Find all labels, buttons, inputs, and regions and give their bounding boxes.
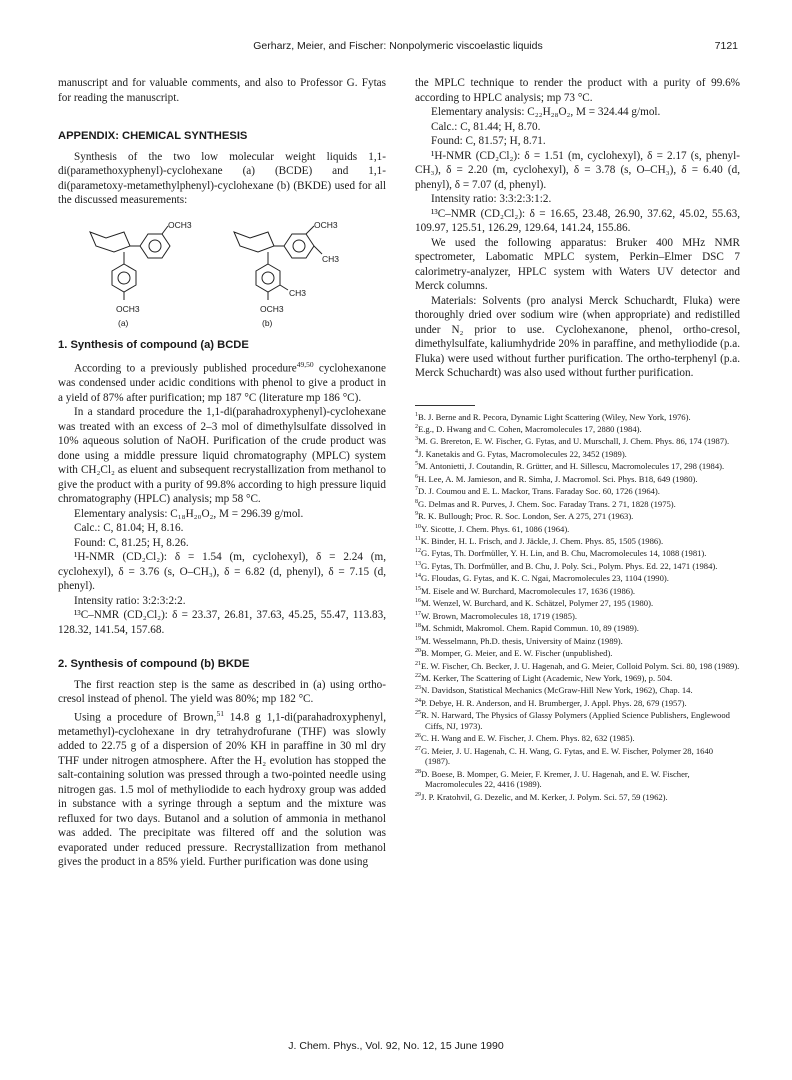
reference-item <box>415 790 740 802</box>
reference-number: 26 <box>415 733 421 740</box>
reference-text: M. Kerker, The Scattering of Light (Academic, New York, 1969), p. 504. <box>421 672 673 683</box>
reference-item <box>415 744 740 767</box>
journal-footer: J. Chem. Phys., Vol. 92, No. 12, 15 June 1990 <box>288 1040 504 1052</box>
reference-number: 13 <box>415 560 421 567</box>
reference-text: G. Floudas, G. Fytas, and K. C. Ngai, Macromolecules 23, 1104 (1990). <box>421 573 669 584</box>
reference-item <box>415 497 740 509</box>
reference-item <box>415 767 740 790</box>
reference-item <box>415 671 740 683</box>
reference-number: 29 <box>415 791 421 798</box>
och3-label-a-bottom: OCH3 <box>116 303 140 314</box>
reference-number: 18 <box>415 623 421 630</box>
right-column <box>415 76 740 802</box>
appendix-heading: APPENDIX: CHEMICAL SYNTHESIS <box>58 130 248 142</box>
reference-text: K. Binder, H. L. Frisch, and J. Jäckle, J. Chem. Phys. 85, 1505 (1986). <box>420 535 664 546</box>
reference-number: 5 <box>415 461 418 468</box>
reference-item <box>415 422 740 434</box>
reference-number: 19 <box>415 635 421 642</box>
reference-item <box>415 410 740 422</box>
reference-number: 12 <box>415 548 421 555</box>
compound-a-label: (a) <box>118 317 129 328</box>
section-1-calc: Calc.: C, 81.04; H, 8.16. <box>74 522 184 535</box>
reference-text: W. Brown, Macromolecules 18, 1719 (1985). <box>421 610 578 621</box>
reference-number: 21 <box>415 660 421 667</box>
reference-number: 25 <box>415 710 421 717</box>
reference-number: 24 <box>415 697 421 704</box>
reference-text: M. G. Brereton, E. W. Fischer, G. Fytas, and U. Murschall, J. Chem. Phys. 86, 174 (1987). <box>418 436 730 447</box>
bkde-hnmr: ¹H-NMR (CD₂Cl₂): δ = 1.51 (m, cyclohexyl), δ = 2.17 (s, phenyl-CH₃), δ = 2.20 (m, cyclohexyl), δ = 3.78 (s, O–CH₃), δ = 6.40 (d, phenyl), δ = 7.07 (d, phenyl). <box>415 149 740 191</box>
reference-text: G. Delmas and R. Purves, J. Chem. Soc. Faraday Trans. 2 71, 1828 (1975). <box>418 498 676 509</box>
reference-text: C. H. Wang and E. W. Fischer, J. Chem. Phys. 82, 632 (1985). <box>421 733 635 744</box>
reference-item <box>415 696 740 708</box>
reference-item <box>415 447 740 459</box>
reference-text: G. Fytas, Th. Dorfmüller, and B. Chu, J. Poly. Sci., Polym. Phys. Ed. 22, 1471 (1984). <box>421 560 718 571</box>
reference-item <box>415 472 740 484</box>
reference-text: M. Wesselmann, Ph.D. thesis, University of Mainz (1989). <box>421 635 623 646</box>
reference-item <box>415 571 740 583</box>
bkde-cnmr: ¹³C–NMR (CD₂Cl₂): δ = 16.65, 23.48, 26.90, 37.62, 45.02, 55.63, 109.97, 125.51, 126.29, 129.64, 141.24, 155.86. <box>415 207 740 234</box>
reference-text: Y. Sicotte, J. Chem. Phys. 61, 1086 (1964). <box>421 523 570 534</box>
reference-item <box>415 683 740 695</box>
reference-number: 9 <box>415 511 418 518</box>
reference-text: E.g., D. Hwang and C. Cohen, Macromolecules 17, 2880 (1984). <box>418 423 642 434</box>
och3-label-a-top: OCH3 <box>168 219 192 230</box>
structure-figure <box>58 216 386 328</box>
reference-number: 28 <box>415 768 421 775</box>
reference-text: M. Antonietti, J. Coutandin, R. Grütter, and H. Sillescu, Macromolecules 17, 298 (1984). <box>418 461 725 472</box>
reference-text: E. W. Fischer, Ch. Becker, J. U. Hagenah, and G. Meier, Colloid Polym. Sci. 80, 198 (1989). <box>421 660 740 671</box>
reference-text: M. Schmidt, Makromol. Chem. Rapid Commun. 10, 89 (1989). <box>421 623 639 634</box>
och3-label-b-top: OCH3 <box>314 219 338 230</box>
ch3-label-b-bottom: CH3 <box>289 287 307 298</box>
reference-number: 8 <box>415 498 418 505</box>
reference-text: G. Fytas, Th. Dorfmüller, Y. H. Lin, and B. Chu, Macromolecules 14, 1088 (1981). <box>421 548 707 559</box>
page-number: 7121 <box>714 40 738 52</box>
compound-b-label: (b) <box>262 317 273 328</box>
reference-text: G. Meier, J. U. Hagenah, C. H. Wang, G. Fytas, and E. W. Fischer, Polymer 28, 1640 (1987). <box>421 745 714 767</box>
reference-number: 22 <box>415 673 421 680</box>
reference-number: 16 <box>415 598 421 605</box>
section-1-heading: 1. Synthesis of compound (a) BCDE <box>58 338 249 351</box>
reference-text: P. Debye, H. R. Anderson, and H. Brumberger, J. Appl. Phys. 28, 679 (1957). <box>421 697 687 708</box>
reference-text: R. K. Bullough; Proc. R. Soc. London, Ser. A 275, 271 (1963). <box>418 510 634 521</box>
reference-item <box>415 731 740 743</box>
bkde-elemental-analysis: Elementary analysis: C₂₂H₂₈O₂, M = 324.44 g/mol. <box>431 106 661 118</box>
bkde-purification-continuation: the MPLC technique to render the product with a purity of 99.6% according to HPLC analysis; mp 73 °C. <box>415 77 740 104</box>
section-1-found: Found: C, 81.25; H, 8.26. <box>74 536 189 549</box>
section-1-intensity-ratio: Intensity ratio: 3:2:3:2:2. <box>74 594 186 607</box>
och3-label-b-bottom: OCH3 <box>260 303 284 314</box>
reference-item <box>415 596 740 608</box>
reference-number: 27 <box>415 745 421 752</box>
reference-text: H. Lee, A. M. Jamieson, and R. Simha, J. Macromol. Sci. Phys. B18, 649 (1980). <box>418 473 698 484</box>
reference-number: 4 <box>415 448 418 455</box>
section-1-cnmr: ¹³C–NMR (CD₂Cl₂): δ = 23.37, 26.81, 37.63, 45.25, 55.47, 113.83, 128.32, 141.54, 157.68. <box>58 609 386 636</box>
materials-paragraph: Materials: Solvents (pro analysi Merck Schuchardt, Fluka) were thoroughly dried over sodium wire (when appropriate) and redistilled under N₂ prior to use. Cyclohexanone, phenol, ortho-cresol, dimethylsulfate, kaliumhydride 20% in paraffine, and methyliodide (p.a. Fluka) were used without further purification. The ortho-terphenyl (p.a. Merck Schuchardt) was also used without further purification. <box>415 294 740 379</box>
reference-text: N. Davidson, Statistical Mechanics (McGraw-Hill New York, 1962), Chap. 14. <box>421 685 693 696</box>
reference-number: 17 <box>415 610 421 617</box>
section-1-para-2: In a standard procedure the 1,1-di(parahadroxyphenyl)-cyclohexane was treated with an excess of 2–3 mol of dimethylsulfate dissolved in 10% aqueous solution of NaOH. Purification of the crude product was done using a middle pressure liquid chromatography (MPLC) system with CH₂Cl₂ as eluent and subsequent recrystallization from methanol to give the product with a purity of 99.8% according to high pressure liquid chromatography (HPLC) analysis; mp 58 °C. <box>58 406 386 506</box>
running-header <box>58 40 738 56</box>
section-1-para-1: According to a previously published procedure$^{49,50}$ cyclohexanone was condensed under acidic conditions with phenol to give a product in a yield of 87% after purification; mp 187 °C (literature mp 186 °C). <box>58 360 386 404</box>
chemical-structures-drawing <box>58 216 386 328</box>
reference-number: 7 <box>415 486 418 493</box>
section-2-heading: 2. Synthesis of compound (b) BKDE <box>58 658 250 671</box>
reference-item <box>415 609 740 621</box>
reference-item <box>415 459 740 471</box>
section-1-hnmr: ¹H-NMR (CD₂Cl₂): δ = 1.54 (m, cyclohexyl), δ = 2.24 (m, cyclohexyl), δ = 3.76 (s, O–CH₃), δ = 6.82 (d, phenyl), δ = 7.15 (d, phenyl). <box>58 551 386 593</box>
reference-text: J. Kanetakis and G. Fytas, Macromolecules 22, 3452 (1989). <box>418 448 627 459</box>
reference-item <box>415 621 740 633</box>
reference-item <box>415 534 740 546</box>
reference-item <box>415 546 740 558</box>
acknowledgment-continuation: manuscript and for valuable comments, and also to Professor G. Fytas for reading the manuscript. <box>58 77 386 104</box>
reference-text: D. J. Coumou and E. L. Mackor, Trans. Faraday Soc. 60, 1726 (1964). <box>418 486 660 497</box>
section-2-para-2: Using a procedure of Brown,$^{51}$ 14.8 g 1,1-di(parahadroxyphenyl, metamethyl)-cyclohexane in dry tetrahydrofurane (THF) was slowly added to 22.75 g of a dispersion of 20% KH in paraffine in 30 ml dry THF under nitrogen atmosphere. After the H₂ evolution has stopped the salt-containing solution was pressed through a two-pointed needle using nitrogen gas. 1.5 mol of methyliodide to each hydroxy group was added in substance with a syringe through a septum and the mixture was refluxed for two days. Butanol and a solution of ammonia in methanol was added. The precipitate was filtered off and the solution was evaporated under reduced pressure. Recrystallization from methanol gives the product in a 85% yield. Further purification was done using <box>58 708 386 869</box>
reference-number: 15 <box>415 585 421 592</box>
running-title: Gerharz, Meier, and Fischer: Nonpolymeric viscoelastic liquids <box>253 40 543 52</box>
reference-item <box>415 708 740 731</box>
reference-text: M. Eisele and W. Burchard, Macromolecules 17, 1636 (1986). <box>421 585 636 596</box>
reference-number: 20 <box>415 648 421 655</box>
reference-text: B. J. Berne and R. Pecora, Dynamic Light Scattering (Wiley, New York, 1976). <box>418 411 691 422</box>
reference-item <box>415 509 740 521</box>
reference-number: 14 <box>415 573 421 580</box>
references-list <box>415 410 740 803</box>
reference-text: B. Momper, G. Meier, and E. W. Fischer (unpublished). <box>421 647 613 658</box>
reference-number: 11 <box>415 536 421 543</box>
section-1-elemental-analysis: Elementary analysis: C₁₈H₂₀O₂, M = 296.39 g/mol. <box>74 507 304 520</box>
reference-item <box>415 659 740 671</box>
bkde-found: Found: C, 81.57; H, 8.71. <box>431 135 546 147</box>
appendix-intro: Synthesis of the two low molecular weight liquids 1,1-di(paramethoxyphenyl)-cyclohexane (a) (BCDE) and 1,1-di(parametoxy-metamethylphenyl)-cyclohexane (b) (BKDE) used for all the discussed measurements: <box>58 150 386 206</box>
reference-item <box>415 559 740 571</box>
reference-text: M. Wenzel, W. Burchard, and K. Schätzel, Polymer 27, 195 (1980). <box>421 598 654 609</box>
reference-number: 10 <box>415 523 421 530</box>
reference-number: 3 <box>415 436 418 443</box>
reference-number: 23 <box>415 685 421 692</box>
section-2-para-1: The first reaction step is the same as described in (a) using ortho-cresol instead of phenol. The yield was 80%; mp 182 °C. <box>58 678 386 706</box>
reference-item <box>415 634 740 646</box>
left-column <box>58 76 386 870</box>
reference-item <box>415 484 740 496</box>
reference-item <box>415 584 740 596</box>
reference-item <box>415 646 740 658</box>
reference-number: 6 <box>415 473 418 480</box>
bkde-intensity-ratio: Intensity ratio: 3:3:2:3:1:2. <box>431 193 552 205</box>
reference-text: R. N. Harward, The Physics of Glassy Polymers (Applied Science Publishers, Englewood Ciffs, NJ, 1973). <box>421 710 730 731</box>
reference-number: 2 <box>415 423 418 430</box>
reference-text: J. P. Kratohvil, G. Dezelic, and M. Kerker, J. Polym. Sci. 57, 59 (1962). <box>421 791 668 802</box>
reference-number: 1 <box>415 411 418 418</box>
reference-item <box>415 522 740 534</box>
bkde-calc: Calc.: C, 81.44; H, 8.70. <box>431 120 541 133</box>
reference-text: D. Boese, B. Momper, G. Meier, F. Kremer, J. U. Hagenah, and E. W. Fischer, Macromolecules 22, 4416 (1989). <box>421 768 690 790</box>
apparatus-paragraph: We used the following apparatus: Bruker 400 MHz NMR spectrometer, Labomatic MPLC system, Perkin–Elmer DSC 7 calorimetry-analyzer, HPLC system with Waters UV detector and Merck columns. <box>415 236 740 292</box>
ch3-label-b-top: CH3 <box>322 253 340 264</box>
reference-item <box>415 434 740 446</box>
references-divider <box>415 405 475 406</box>
